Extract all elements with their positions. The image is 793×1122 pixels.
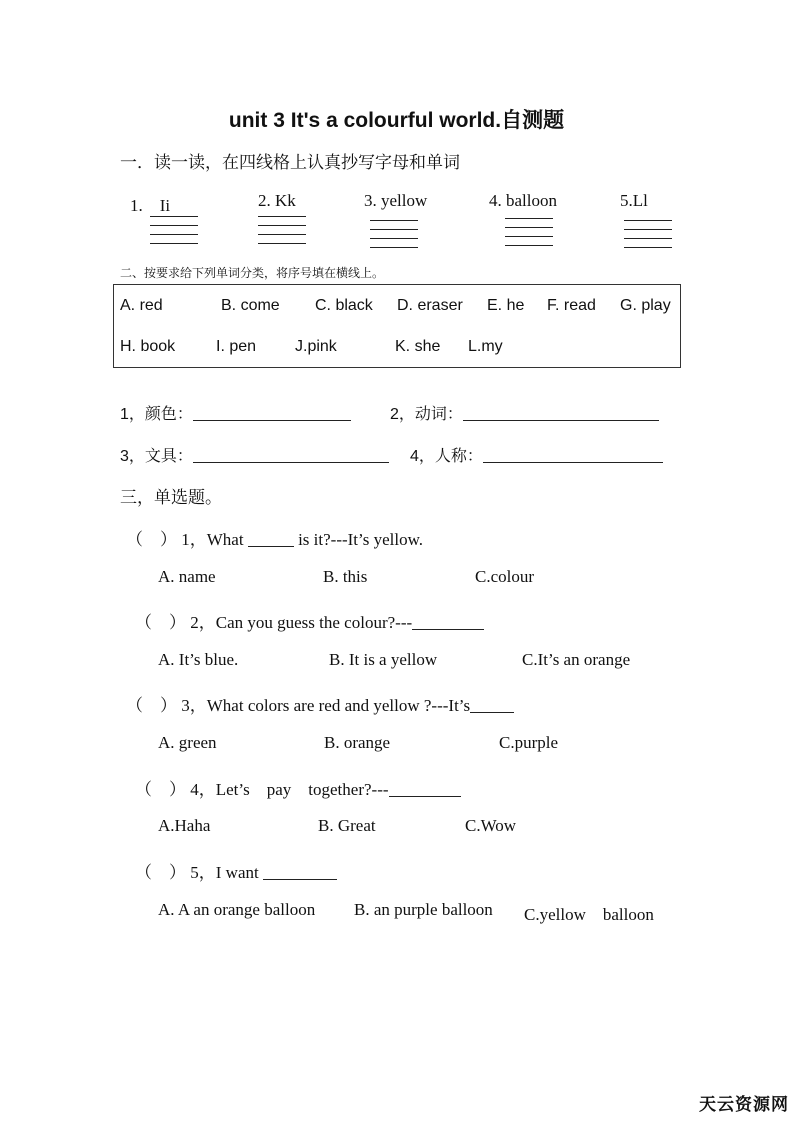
- option-c[interactable]: C.It’s an orange: [522, 650, 631, 669]
- option-a[interactable]: A.Haha: [158, 816, 211, 835]
- four-line-grid-5[interactable]: [624, 220, 672, 256]
- option-a[interactable]: A. A an orange balloon: [158, 900, 316, 919]
- copy-item-1: 1. Ii: [130, 196, 171, 215]
- category-stationery-blank[interactable]: [193, 446, 389, 463]
- word-i: I. pen: [216, 338, 257, 355]
- category-color: [120, 401, 351, 424]
- question-3: [126, 691, 514, 716]
- category-verb-label: 2，动词：: [390, 406, 463, 423]
- option-c[interactable]: C.Wow: [465, 816, 517, 835]
- option-c[interactable]: C.yellow balloon: [524, 905, 654, 924]
- word-bank-box: [113, 284, 681, 368]
- answer-paren[interactable]: （ ）: [126, 530, 177, 549]
- option-b[interactable]: B. an purple balloon: [354, 900, 493, 919]
- section1-heading: 一．读一读，在四线格上认真抄写字母和单词: [120, 153, 460, 172]
- option-a[interactable]: A. It’s blue.: [158, 650, 239, 669]
- option-c[interactable]: C.colour: [475, 567, 535, 586]
- copy-item-3: 3. yellow: [364, 191, 428, 210]
- category-pronoun: [410, 443, 663, 466]
- copy-item-2: 2. Kk: [258, 191, 296, 210]
- category-color-blank[interactable]: [193, 404, 351, 421]
- category-stationery: [120, 443, 389, 466]
- word-j: J.pink: [295, 338, 337, 355]
- section2-heading: 二、按要求给下列单词分类，将序号填在横线上。: [120, 266, 385, 280]
- option-b[interactable]: B. Great: [318, 816, 376, 835]
- word-h: H. book: [120, 338, 176, 355]
- section3-heading: 三，单选题。: [120, 488, 222, 507]
- four-line-grid-4[interactable]: [505, 218, 553, 254]
- question-blank[interactable]: [263, 863, 337, 880]
- option-a[interactable]: A. green: [158, 733, 217, 752]
- option-b[interactable]: B. It is a yellow: [329, 650, 438, 669]
- question-blank[interactable]: [248, 530, 294, 547]
- word-c: C. black: [315, 297, 373, 314]
- word-b: B. come: [221, 297, 280, 314]
- word-l: L.my: [468, 338, 503, 355]
- word-e: E. he: [487, 297, 525, 314]
- option-b[interactable]: B. orange: [324, 733, 391, 752]
- question-stem: 1，What: [181, 530, 244, 549]
- category-color-label: 1，颜色：: [120, 406, 193, 423]
- question-stem: 3，What colors are red and yellow ?---It’s: [181, 696, 471, 715]
- four-line-grid-3[interactable]: [370, 220, 418, 256]
- answer-paren[interactable]: （ ）: [135, 863, 186, 882]
- question-5: [135, 858, 337, 883]
- category-pronoun-label: 4，人称：: [410, 448, 483, 465]
- option-b[interactable]: B. this: [323, 567, 368, 586]
- category-verb-blank[interactable]: [463, 404, 659, 421]
- question-2: [135, 608, 484, 633]
- answer-paren[interactable]: （ ）: [135, 780, 186, 799]
- answer-paren[interactable]: （ ）: [126, 696, 177, 715]
- question-stem: 4，Let’s pay together?---: [190, 780, 389, 799]
- question-blank[interactable]: [412, 613, 484, 630]
- answer-paren[interactable]: （ ）: [135, 613, 186, 632]
- option-a[interactable]: A. name: [158, 567, 216, 586]
- word-k: K. she: [395, 338, 441, 355]
- question-blank[interactable]: [389, 780, 461, 797]
- word-a: A. red: [120, 297, 163, 314]
- four-line-grid-1[interactable]: [150, 216, 198, 252]
- word-d: D. eraser: [397, 297, 463, 314]
- word-f: F. read: [547, 297, 596, 314]
- question-stem: 2，Can you guess the colour?---: [190, 613, 413, 632]
- footer-watermark: 天云资源网: [699, 1095, 789, 1114]
- question-stem: 5，I want: [190, 863, 259, 882]
- category-pronoun-blank[interactable]: [483, 446, 663, 463]
- question-4: [135, 775, 461, 800]
- question-stem-end: is it?---It’s yellow.: [298, 530, 424, 549]
- word-g: G. play: [620, 297, 671, 314]
- option-c[interactable]: C.purple: [499, 733, 559, 752]
- category-verb: [390, 401, 659, 424]
- question-1: [126, 525, 423, 550]
- question-blank[interactable]: [470, 696, 514, 713]
- page-title: unit 3 It's a colourful world.自测题: [228, 109, 565, 132]
- copy-item-5: 5.Ll: [620, 191, 648, 210]
- copy-item-4: 4. balloon: [489, 191, 557, 210]
- four-line-grid-2[interactable]: [258, 216, 306, 252]
- category-stationery-label: 3，文具：: [120, 448, 193, 465]
